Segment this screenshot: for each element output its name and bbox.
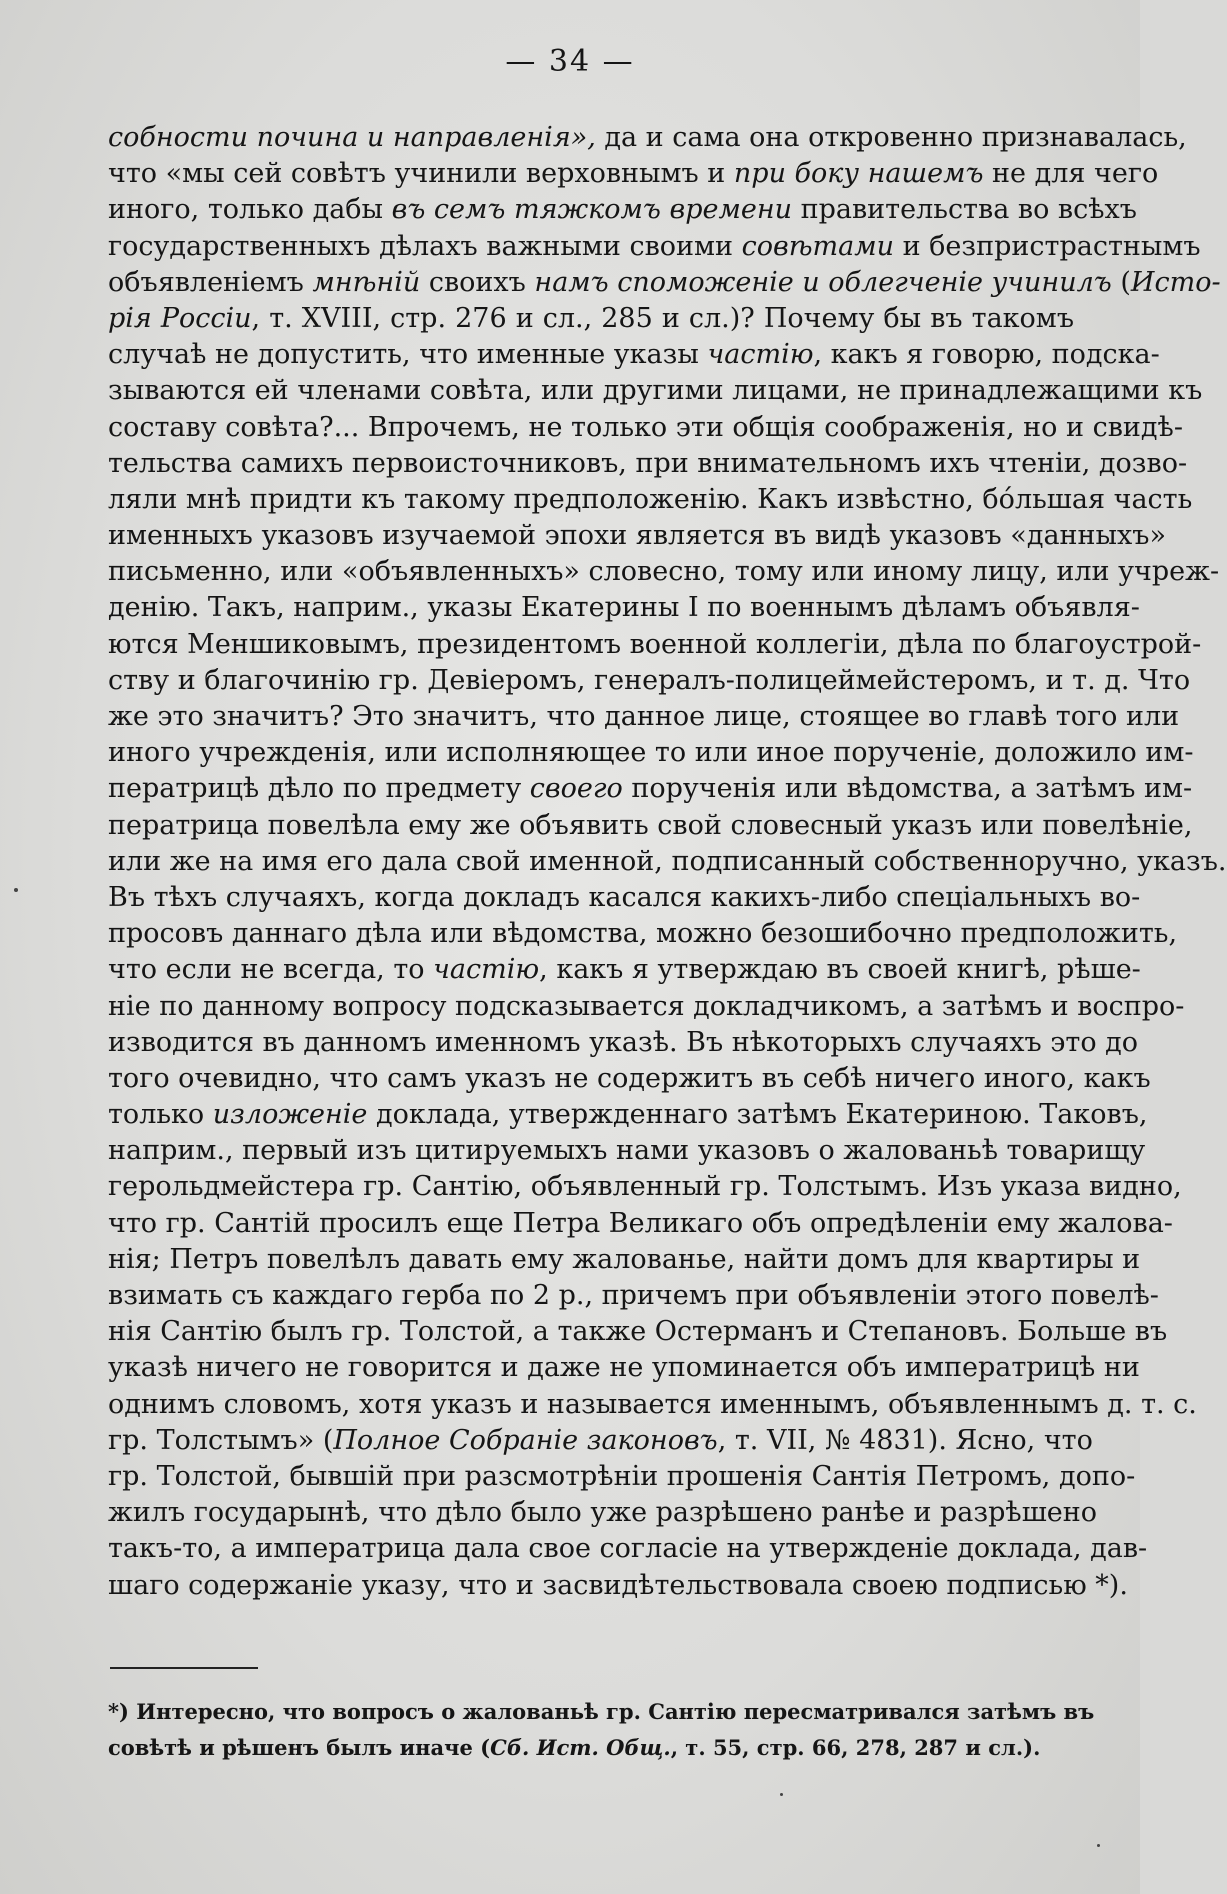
text-line: изводится въ данномъ именномъ указѣ. Въ нѣкоторыхъ случаяхъ это до [108,1026,1139,1058]
italic-phrase: частію [707,339,814,371]
italic-phrase: собности почина и направленія», [108,122,596,153]
italic-phrase: намъ споможеніе и облегченіе учинилъ [534,266,1112,298]
footnote-separator [110,1667,258,1669]
text-line: или же на имя его дала свой именной, подписанный собственноручно, указъ. [108,845,1227,877]
text-line: такъ-то, а императрица дала свое согласіе на утвержденіе доклада, дав- [108,1533,1148,1565]
text-line: нія Сантію былъ гр. Толстой, а также Остерманъ и Степановъ. Больше въ [108,1316,1168,1348]
print-speck [1097,1844,1100,1847]
text-line: собности почина и направленія», да и сама она откровенно признавалась, [108,122,1187,153]
text-line: ператрицѣ дѣло по предмету своего порученія или вѣдомства, а затѣмъ им- [108,773,1193,805]
italic-phrase: частію [433,954,540,986]
text-line: ніе по данному вопросу подсказывается докладчикомъ, а затѣмъ и воспро- [108,990,1185,1022]
text-line: просовъ даннаго дѣла или вѣдомства, можно безошибочно предположить, [108,918,1178,950]
text-line: что если не всегда, то частію, какъ я утверждаю въ своей книгѣ, рѣше- [108,954,1141,986]
italic-phrase: Исто- [1130,266,1221,298]
text-line: того очевидно, что самъ указъ не содержитъ въ себѣ ничего иного, какъ [108,1062,1151,1094]
text-line: герольдмейстера гр. Сантію, объявленный гр. Толстымъ. Изъ указа видно, [108,1171,1182,1203]
text-line: иного учрежденія, или исполняющее то или иное порученіе, доложило им- [108,737,1194,769]
text-line: только изложеніе доклада, утвержденнаго затѣмъ Екатериною. Таковъ, [108,1099,1148,1131]
footnote-line: совѣтѣ и рѣшенъ былъ иначе (Сб. Ист. Общ., т. 55, стр. 66, 278, 287 и сл.). [108,1735,1041,1760]
text-line: тельства самихъ первоисточниковъ, при внимательномъ ихъ чтеніи, дозво- [108,447,1188,479]
italic-phrase: рія Россіи [108,302,252,334]
text-line: составу совѣта?... Впрочемъ, не только эти общія соображенія, но и свидѣ- [108,411,1183,443]
text-line: ляли мнѣ придти къ такому предположенію. Какъ извѣстно, бóльшая часть [108,483,1193,515]
text-line: Въ тѣхъ случаяхъ, когда докладъ касался какихъ-либо спеціальныхъ во- [108,881,1141,913]
text-line: именныхъ указовъ изучаемой эпохи является въ видѣ указовъ «данныхъ» [108,520,1166,552]
page-number: — 34 — [505,44,635,79]
text-line: наприм., первый изъ цитируемыхъ нами указовъ о жалованьѣ товарищу [108,1135,1146,1167]
text-line: денію. Такъ, наприм., указы Екатерины I по военнымъ дѣламъ объявля- [108,592,1140,624]
text-line: что гр. Сантій просилъ еще Петра Великаго объ опредѣленіи ему жалова- [108,1207,1173,1239]
text-line: нія; Петръ повелѣлъ давать ему жалованье, найти домъ для квартиры и [108,1243,1141,1275]
text-line: зываются ей членами совѣта, или другими лицами, не принадлежащими къ [108,375,1203,407]
italic-phrase: при боку нашемъ [733,158,984,190]
text-line: указѣ ничего не говорится и даже не упоминается объ императрицѣ ни [108,1352,1140,1384]
print-speck [14,888,18,892]
text-line: ются Меншиковымъ, президентомъ военной коллегіи, дѣла по благоустрой- [108,628,1202,660]
italic-phrase: изложеніе [212,1099,368,1131]
text-line: шаго содержаніе указу, что и засвидѣтельствовала своею подписью *). [108,1569,1128,1601]
text-line: взимать съ каждаго герба по 2 р., причемъ при объявленіи этого повелѣ- [108,1280,1159,1311]
footnote [108,1694,1095,1766]
text-line: однимъ словомъ, хотя указъ и называется именнымъ, объявленнымъ д. т. с. [108,1388,1197,1420]
text-line: ству и благочинію гр. Девіеромъ, генералъ-полицеймейстеромъ, и т. д. Что [108,664,1191,696]
italic-phrase: совѣтами [741,230,895,262]
text-line: же это значитъ? Это значитъ, что данное лице, стоящее во главѣ того или [108,701,1180,732]
text-line: государственныхъ дѣлахъ важными своими совѣтами и безпристрастнымъ [108,230,1201,262]
text-line: случаѣ не допустить, что именные указы частію, какъ я говорю, подска- [108,339,1160,371]
italic-phrase: въ семъ тяжкомъ времени [391,194,793,226]
text-line: иного, только дабы въ семъ тяжкомъ времени правительства во всѣхъ [108,194,1137,226]
text-line: письменно, или «объявленныхъ» словесно, тому или иному лицу, или учреж- [108,556,1220,588]
text-line: рія Россіи, т. XVIII, стр. 276 и сл., 285 и сл.)? Почему бы въ такомъ [108,302,1074,334]
italic-phrase: мнѣній [312,266,421,298]
text-line: ператрица повелѣла ему же объявить свой словесный указъ или повелѣніе, [108,809,1193,841]
italic-phrase: своего [529,773,623,805]
text-line: объявленіемъ мнѣній своихъ намъ споможеніе и облегченіе учинилъ (Исто- [108,266,1221,298]
italic-phrase: Сб. Ист. Общ. [490,1735,671,1760]
text-line: жилъ государынѣ, что дѣло было уже разрѣшено ранѣе и разрѣшено [108,1497,1098,1529]
italic-phrase: Полное Собраніе законовъ [333,1424,718,1456]
text-line: что «мы сей совѣтъ учинили верховнымъ и при боку нашемъ не для чего [108,158,1159,190]
text-line: гр. Толстымъ» (Полное Собраніе законовъ, т. VII, № 4831). Ясно, что [108,1424,1093,1456]
main-text [108,120,1227,1604]
text-line: гр. Толстой, бывшій при разсмотрѣніи прошенія Сантія Петромъ, допо- [108,1460,1136,1492]
footnote-line: *) Интересно, что вопросъ о жалованьѣ гр. Сантію пересматривался затѣмъ въ [108,1699,1095,1724]
print-speck [780,1793,783,1796]
